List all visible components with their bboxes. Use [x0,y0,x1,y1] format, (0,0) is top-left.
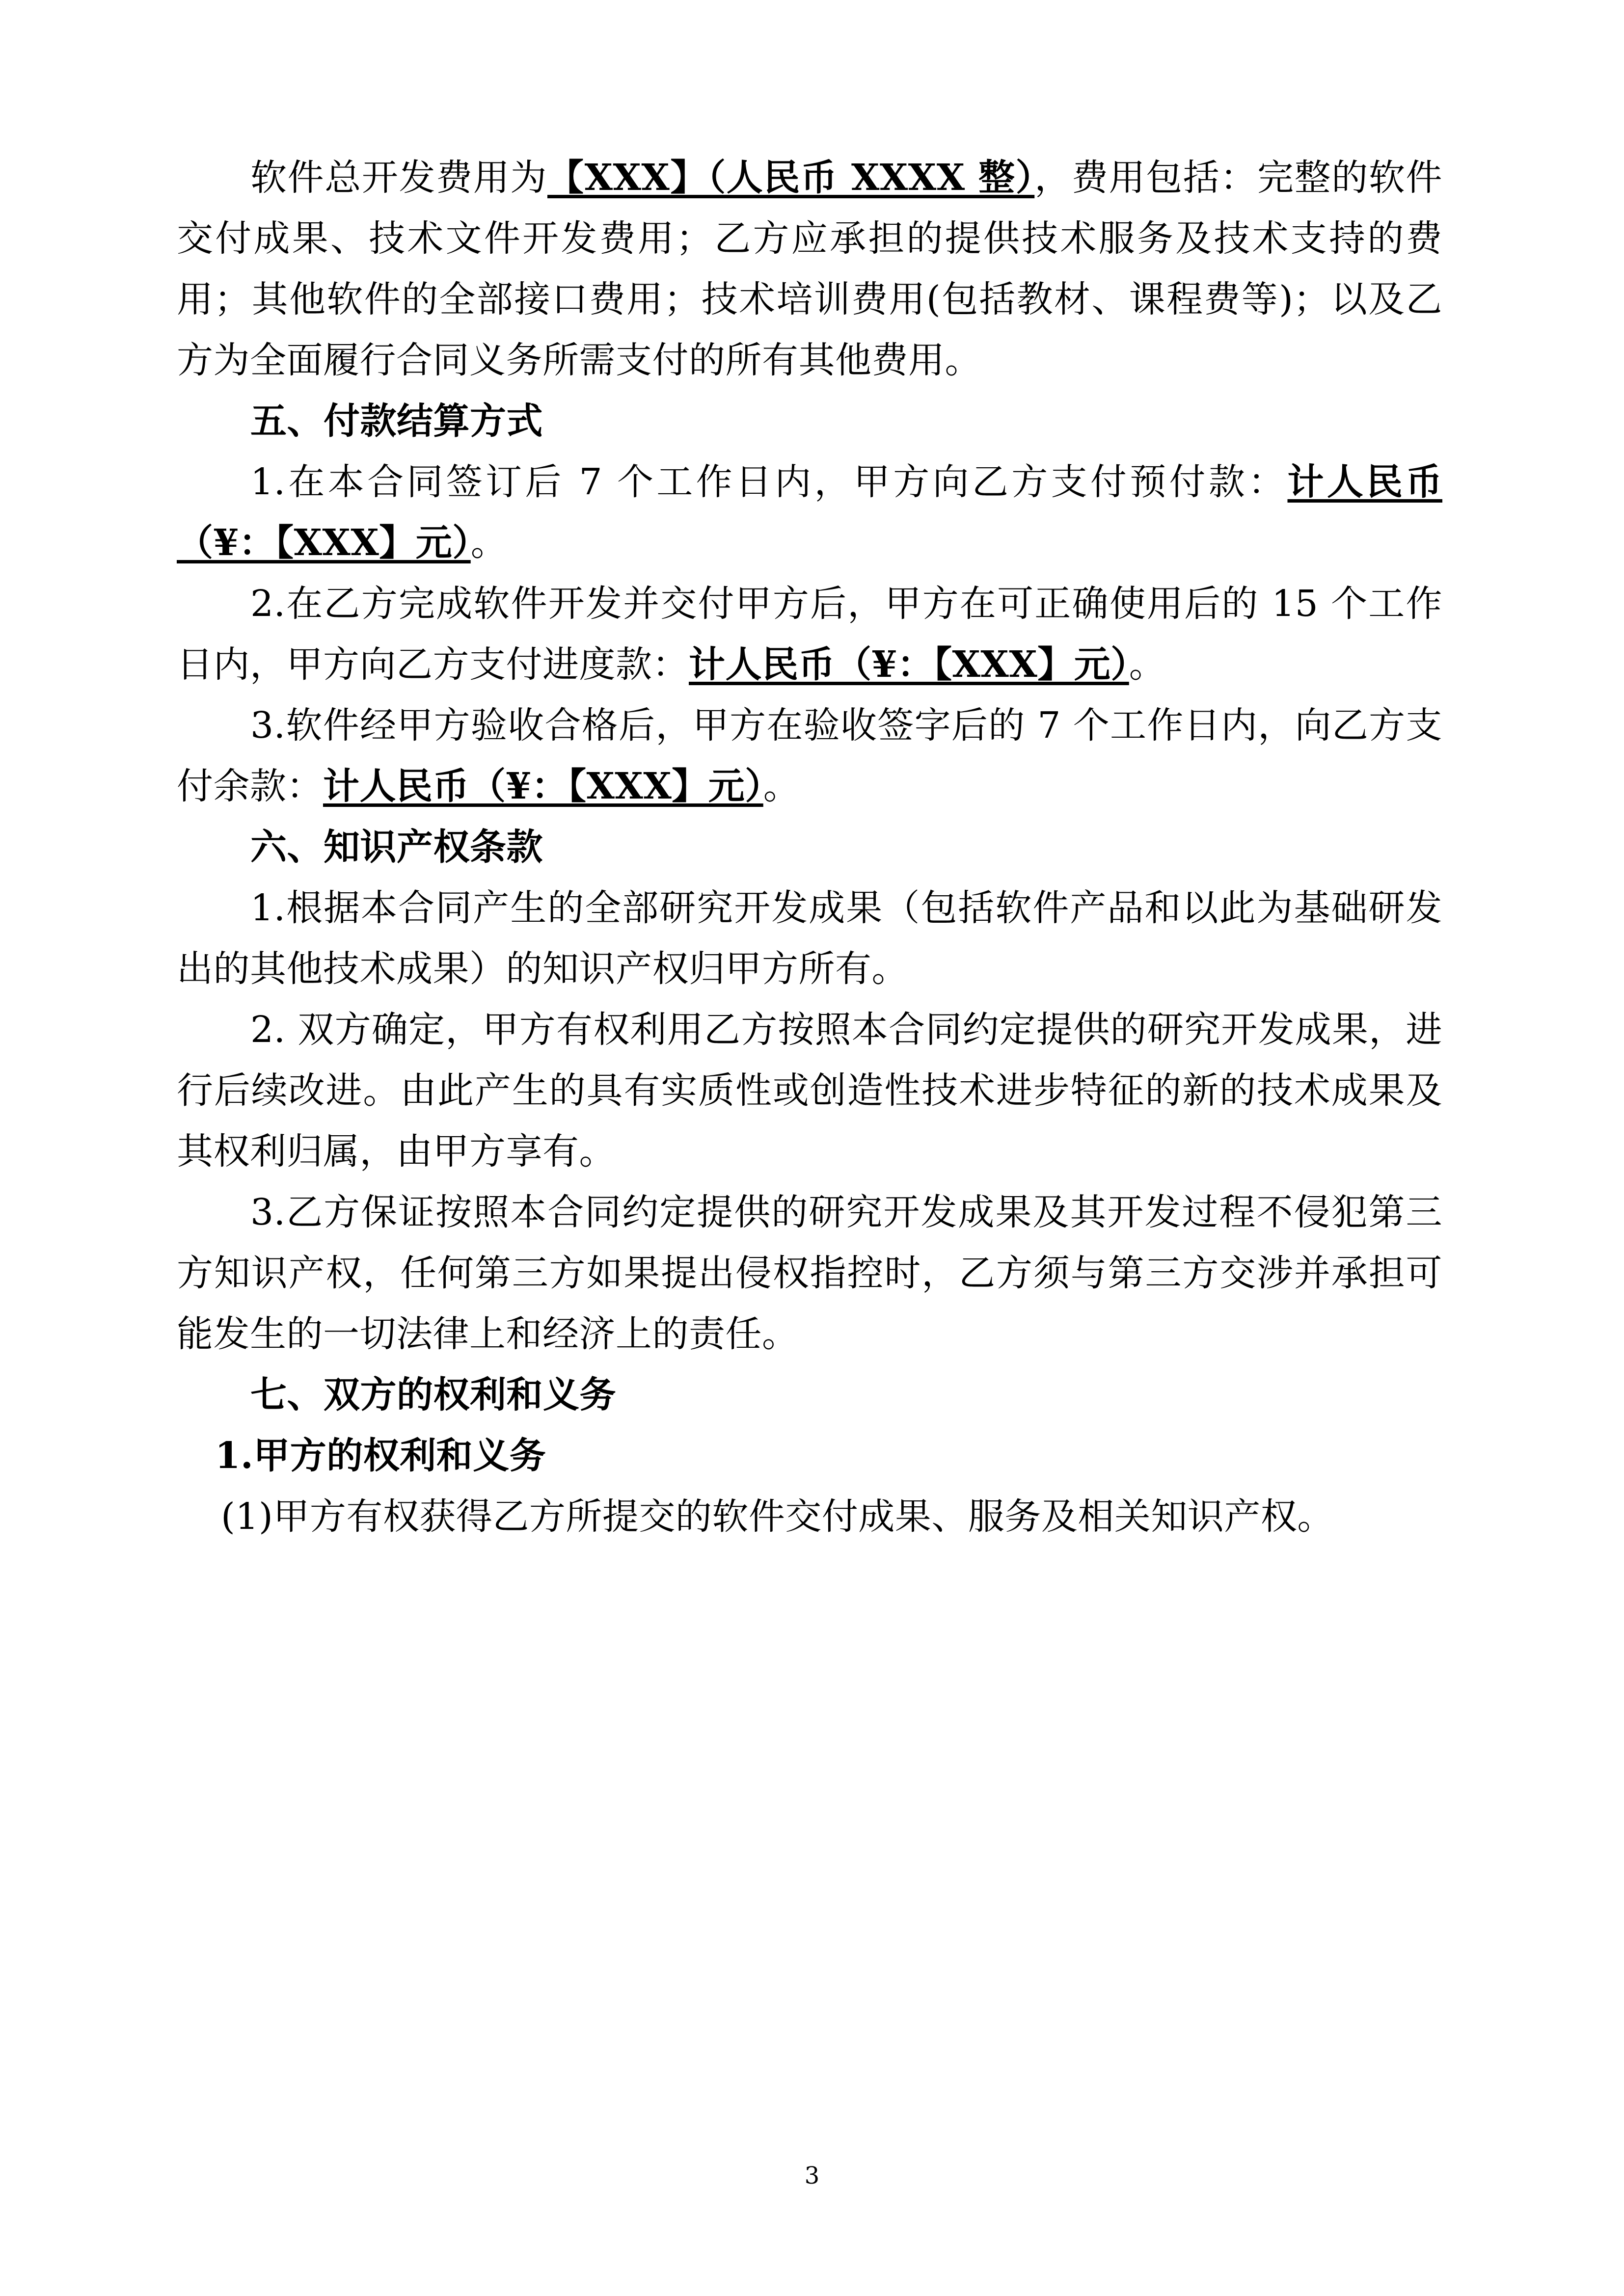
total-fee-rest-text: ，费用包括：完整的软件交付成果、技术文件开发费用；乙方应承担的提供技术服务及技术支持的费用；其他软件的全部接口费用；技术培训费用(包括教材、课程费等)；以及乙方为全面履行合同义务所需支付的所有其他费用。 [177,157,1442,381]
payment-1-lead-text: 1.在本合同签订后 7 个工作日内，甲方向乙方支付预付款： [250,461,1288,503]
paragraph-payment-1 [177,452,1442,573]
payment-1-rest-text: 。 [470,522,508,564]
section-heading-six: 六、知识产权条款 [250,826,543,868]
payment-3-amount-placeholder: 计人民币（¥：【XXX】元） [323,765,763,807]
payment-1-amount-placeholder: 计人民币（¥：【XXX】元） [177,461,1442,564]
section-heading-five: 五、付款结算方式 [250,400,543,442]
document-body [177,147,1442,1547]
total-fee-amount-placeholder: 【XXX】（人民币 XXXX 整） [547,157,1035,199]
paragraph-total-fee [177,147,1442,391]
paragraph-ip-3: 3.乙方保证按照本合同约定提供的研究开发成果及其开发过程不侵犯第三方知识产权，任何第三方如果提出侵权指控时，乙方须与第三方交涉并承担可能发生的一切法律上和经济上的责任。 [177,1191,1442,1355]
paragraph-payment-3 [177,695,1442,817]
payment-3-lead-text: 3.软件经甲方验收合格后，甲方在验收签字后的 7 个工作日内，向乙方支付余款： [177,704,1442,807]
payment-3-rest-text: 。 [763,765,800,807]
payment-2-lead-text: 2.在乙方完成软件开发并交付甲方后，甲方在可正确使用后的 15 个工作日内，甲方向乙方支付进度款： [177,583,1442,686]
payment-2-amount-placeholder: 计人民币（¥：【XXX】元） [689,643,1129,686]
paragraph-payment-2 [177,573,1442,695]
total-fee-lead-text: 软件总开发费用为 [250,157,547,199]
paragraph-party-a-right-1: (1)甲方有权获得乙方所提交的软件交付成果、服务及相关知识产权。 [221,1495,1334,1538]
subsection-heading-party-a-rights: 1.甲方的权利和义务 [215,1435,546,1477]
page-number: 3 [804,2162,820,2189]
section-heading-seven: 七、双方的权利和义务 [250,1374,616,1416]
paragraph-ip-2: 2. 双方确定，甲方有权利用乙方按照本合同约定提供的研究开发成果，进行后续改进。由此产生的具有实质性或创造性技术进步特征的新的技术成果及其权利归属，由甲方享有。 [177,1009,1442,1173]
paragraph-ip-1: 1.根据本合同产生的全部研究开发成果（包括软件产品和以此为基础研发出的其他技术成果）的知识产权归甲方所有。 [177,887,1442,990]
payment-2-rest-text: 。 [1129,643,1166,686]
